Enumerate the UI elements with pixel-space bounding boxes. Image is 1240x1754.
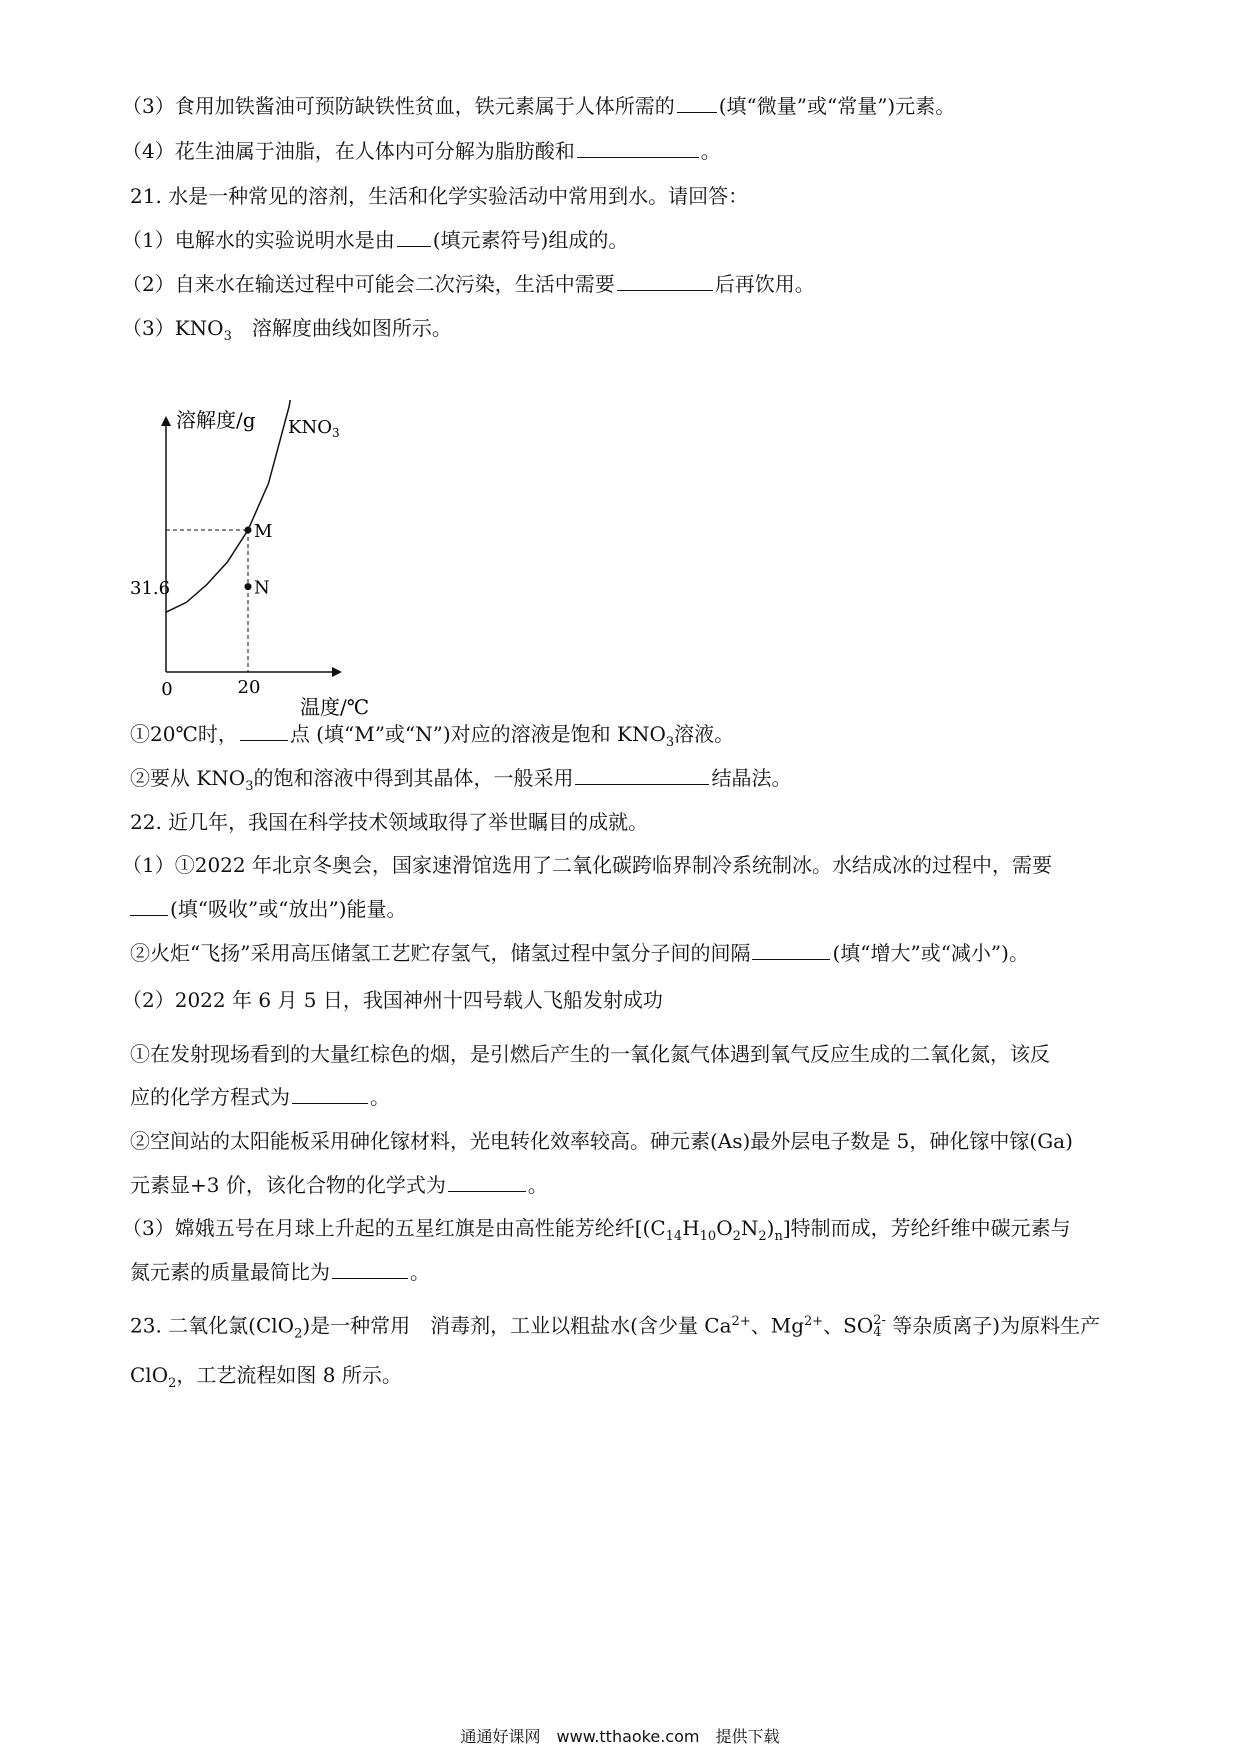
answer-blank[interactable] bbox=[577, 137, 699, 158]
q22-part1-line2: (填“吸收”或“放出”)能量。 bbox=[130, 895, 407, 923]
q20-part4: （4）花生油属于油脂，在人体内可分解为脂肪酸和 。 bbox=[122, 139, 721, 163]
q21-part1: （1）电解水的实验说明水是由 (填元素符号)组成的。 bbox=[122, 228, 629, 252]
y-axis-label: 溶解度/g bbox=[176, 408, 256, 432]
q21-stem: 21. 水是一种常见的溶剂，生活和化学实验活动中常用到水。请回答： bbox=[130, 184, 749, 208]
point-N bbox=[245, 583, 252, 590]
answer-blank[interactable] bbox=[397, 226, 431, 247]
q22-part2-sub2-line2: 元素显+3 价，该化合物的化学式为 。 bbox=[130, 1173, 548, 1197]
answer-blank[interactable] bbox=[292, 1083, 368, 1104]
q21-sub2: ②要从 $KNO_3$的饱和溶液中得到其晶体，一般采用 结晶法。 bbox=[130, 766, 792, 794]
q22-part2-sub1-line1: ①在发射现场看到的大量红棕色的烟，是引燃后产生的一氧化氮气体遇到氧气反应生成的二氧化氮，该反 bbox=[130, 1042, 1050, 1066]
q22-stem: 22. 近几年，我国在科学技术领域取得了举世瞩目的成就。 bbox=[130, 810, 649, 834]
answer-blank[interactable] bbox=[332, 1258, 408, 1279]
q22-part3-line1: （3）嫦娥五号在月球上升起的五星红旗是由高性能芳纶纤$[(C_{14}H_{10}O_2N_2)_n]$特制而成，芳纶纤维中碳元素与 bbox=[122, 1216, 1071, 1244]
q21-part3: $(3)KNO_3$ 溶解度曲线如图所示。 bbox=[122, 316, 452, 344]
q23-line2: ClO$_2$，工艺流程如图 8 所示。 bbox=[130, 1363, 402, 1391]
q23-line1: 23. 二氧化氯(ClO$_2$)是一种常用 消毒剂，工业以粗盐水(含少量 $Ca^{2+}$、$Mg^{2+}$、SO 2- 4 等杂质离子)为原料生产 bbox=[130, 1313, 1101, 1342]
answer-blank[interactable] bbox=[752, 939, 830, 960]
point-M bbox=[245, 527, 252, 534]
q22-part2-sub1-line2: 应的化学方程式为 。 bbox=[130, 1085, 390, 1109]
y-tick-label-31.6: 31.6 bbox=[130, 578, 171, 599]
q21-sub1: ①20℃时， 点 (填“M”或“N”)对应的溶液是饱和 $KNO_3$溶液。 bbox=[130, 722, 735, 750]
q21-part2: （2）自来水在输送过程中可能会二次污染，生活中需要 后再饮用。 bbox=[122, 272, 815, 296]
q22-part1-sub2: ②火炬“飞扬”采用高压储氢工艺贮存氢气，储氢过程中氢分子间的间隔 (填“增大”或“减小”)。 bbox=[130, 941, 1029, 965]
x-tick-label-0: 0 bbox=[161, 679, 173, 700]
q22-part3-line2: 氮元素的质量最简比为 。 bbox=[130, 1260, 430, 1284]
series-label: $KNO_3$ bbox=[288, 417, 340, 440]
page-footer: 通通好课网 www.tthaoke.com 提供下载 bbox=[460, 1727, 780, 1746]
x-axis-label: 温度/℃ bbox=[300, 695, 370, 719]
answer-blank[interactable] bbox=[575, 764, 709, 785]
solubility-chart bbox=[130, 400, 430, 720]
q22-part1-line1: （1）①2022 年北京冬奥会，国家速滑馆选用了二氧化碳跨临界制冷系统制冰。水结成冰的过程中，需要 bbox=[122, 853, 1052, 877]
point-label-M: M bbox=[254, 521, 273, 542]
q22-part2-sub2-line1: ②空间站的太阳能板采用砷化镓材料，光电转化效率较高。砷元素(As)最外层电子数是 5，砷化镓中镓(Ga) bbox=[130, 1129, 1073, 1153]
q20-part3: （3）食用加铁酱油可预防缺铁性贫血，铁元素属于人体所需的 (填“微量”或“常量”)元素。 bbox=[122, 94, 956, 118]
q22-part2: （2）2022 年 6 月 5 日，我国神州十四号载人飞船发射成功 bbox=[122, 988, 663, 1012]
answer-blank[interactable] bbox=[130, 895, 168, 916]
answer-blank[interactable] bbox=[448, 1171, 526, 1192]
x-tick-label-20: 20 bbox=[237, 677, 261, 698]
answer-blank[interactable] bbox=[617, 270, 713, 291]
answer-blank[interactable] bbox=[240, 720, 288, 741]
point-label-N: N bbox=[254, 577, 270, 599]
answer-blank[interactable] bbox=[677, 92, 717, 113]
